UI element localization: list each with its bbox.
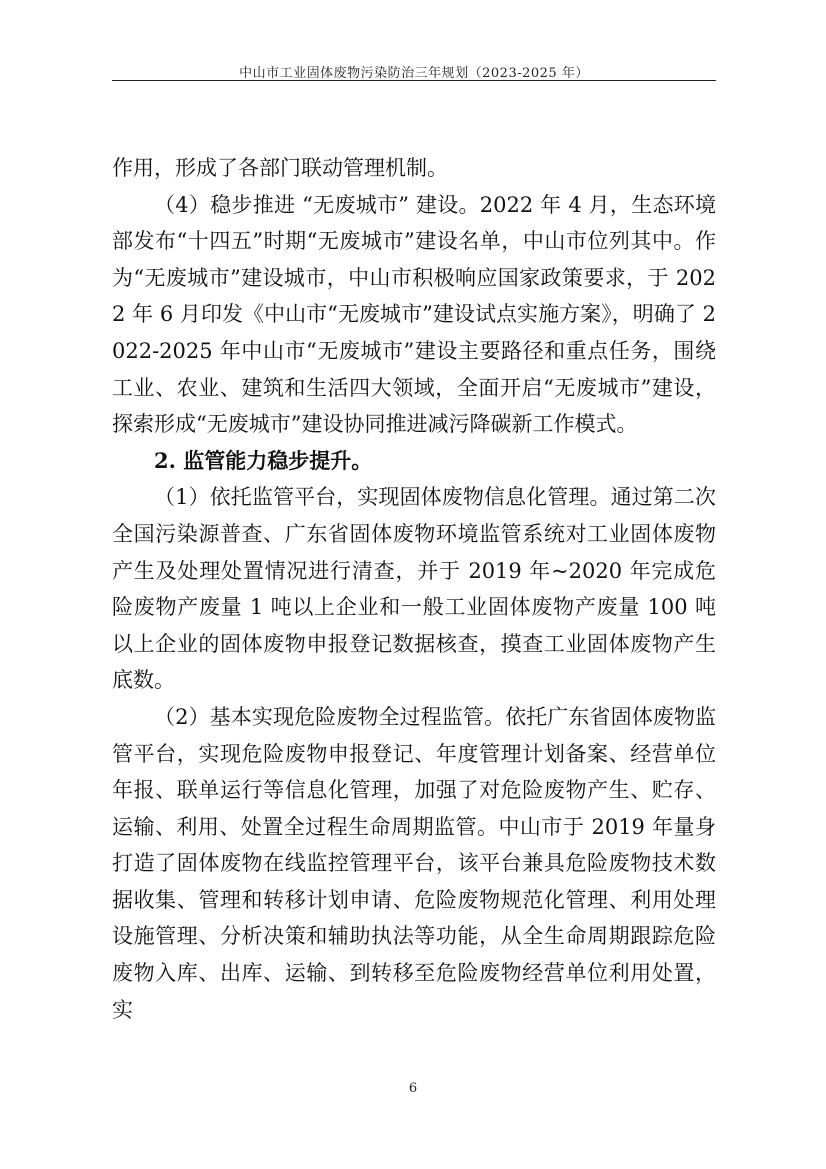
paragraph-zero-waste-city: （4）稳步推进 “无废城市” 建设。2022 年 4 月，生态环境部发布“十四五”时期“无废城市”建设名单，中山市位列其中。作为“无废城市”建设城市，中山市积极响应国家政策要求，于 2022 年 6 月印发《中山市“无废城市”建设试点实施方案》，明确了 2022-2025 年中山市“无废城市”建设主要路径和重点任务，围绕工业、农业、建筑和生活四大领域，全面开启“无废城市”建设，探索形成“无废城市”建设协同推进减污降碳新工作模式。	[112, 192, 716, 437]
page-header: 中山市工业固体废物污染防治三年规划（2023-2025 年）	[239, 66, 589, 81]
paragraph-continuation: 作用，形成了各部门联动管理机制。	[112, 156, 448, 180]
document-body	[112, 150, 716, 1028]
header-rule	[112, 80, 716, 81]
paragraph-hazardous-waste-supervision: （2）基本实现危险废物全过程监管。依托广东省固体废物监管平台，实现危险废物申报登记、年度管理计划备案、经营单位年报、联单运行等信息化管理，加强了对危险废物产生、贮存、运输、利用、处置全过程生命周期监管。中山市于 2019 年量身打造了固体废物在线监控管理平台，该平台兼具危险废物技术数据收集、管理和转移计划申请、危险废物规范化管理、利用处理设施管理、分析决策和辅助执法等功能，从全生命周期跟踪危险废物入库、出库、运输、到转移至危险废物经营单位利用处置，实	[112, 704, 716, 1022]
page-number: 6	[408, 1081, 418, 1096]
paragraph-regulatory-platform: （1）依托监管平台，实现固体废物信息化管理。通过第二次全国污染源普查、广东省固体废物环境监管系统对工业固体废物产生及处理处置情况进行清查，并于 2019 年~2020 年完成危险废物产废量 1 吨以上企业和一般工业固体废物产废量 100 吨以上企业的固体废物申报登记数据核查，摸查工业固体废物产生底数。	[112, 485, 716, 693]
section-heading: 2. 监管能力稳步提升。	[154, 447, 373, 473]
